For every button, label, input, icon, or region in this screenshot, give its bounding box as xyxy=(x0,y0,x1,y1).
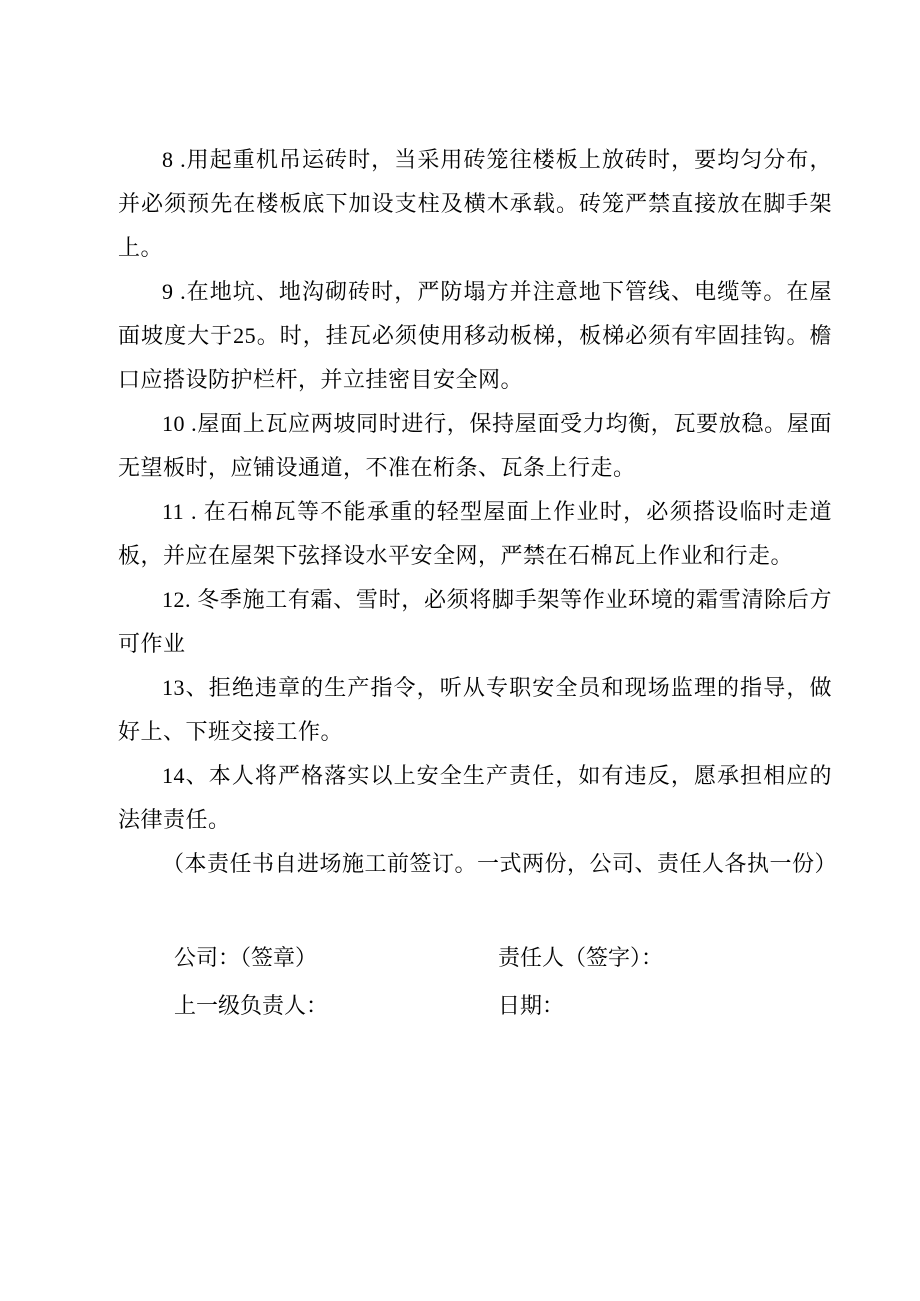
paragraph-item-9: 9 .在地坑、地沟砌砖时，严防塌方并注意地下管线、电缆等。在屋面坡度大于25。时，挂瓦必须使用移动板梯，板梯必须有牢固挂钩。檐口应搭设防护栏杆，并立挂密目安全网。 xyxy=(118,279,832,392)
paragraph-item-13: 13、拒绝违章的生产指令，听从专职安全员和现场监理的指导，做好上、下班交接工作。 xyxy=(118,675,832,744)
paragraph-item-12: 12. 冬季施工有霜、雪时，必须将脚手架等作业环境的霜雪清除后方可作业 xyxy=(118,587,832,656)
supervisor-label: 上一级负责人： xyxy=(174,993,329,1018)
paragraph-item-10: 10 .屋面上瓦应两坡同时进行，保持屋面受力均衡，瓦要放稳。屋面无望板时，应铺设通道，不准在桁条、瓦条上行走。 xyxy=(118,411,832,480)
signature-row-2 xyxy=(118,982,832,1030)
document-body xyxy=(118,138,838,886)
paragraph-note: （本责任书自进场施工前签订。一式两份，公司、责任人各执一份） xyxy=(162,851,838,876)
responsible-signature-label: 责任人（签字）： xyxy=(498,945,664,970)
company-seal-label: 公司：（签章） xyxy=(174,945,318,970)
signature-block xyxy=(118,934,832,1030)
paragraph-item-11: 11 . 在石棉瓦等不能承重的轻型屋面上作业时，必须搭设临时走道板，并应在屋架下弦择设水平安全网，严禁在石棉瓦上作业和行走。 xyxy=(118,499,832,568)
date-label: 日期： xyxy=(498,993,565,1018)
paragraph-item-8: 8 .用起重机吊运砖时，当采用砖笼往楼板上放砖时，要均匀分布，并必须预先在楼板底下加设支柱及横木承载。砖笼严禁直接放在脚手架上。 xyxy=(118,147,832,260)
signature-row-1 xyxy=(118,934,832,982)
paragraph-item-14: 14、本人将严格落实以上安全生产责任，如有违反，愿承担相应的法律责任。 xyxy=(118,763,832,832)
